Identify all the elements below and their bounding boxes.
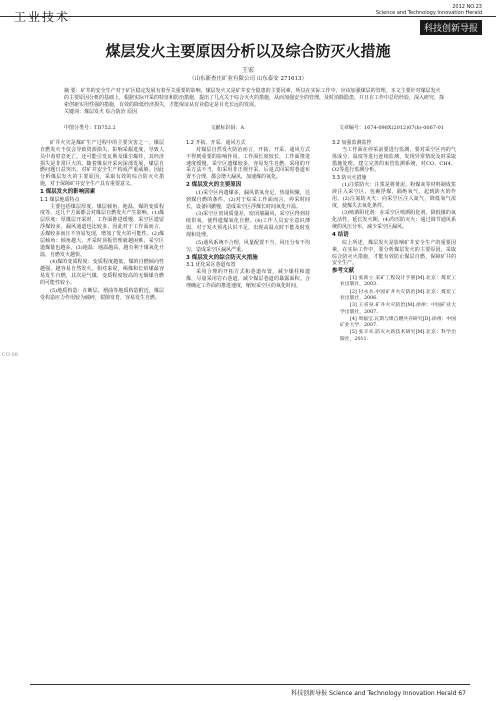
magazine-english-name: Science and Technology Innovation Herald <box>375 10 482 16</box>
body-paragraph: (3)采空区密闭质量差，密闭墙漏风，采空区得到持续供氧，使得遗煤氧化自燃。(4)工作人员安全意识薄弱，对于发火预兆认识不足，出现高温点时不能及时发现和处理。 <box>186 211 310 238</box>
clc-number: 中图分类号：TD752.2 <box>64 125 116 131</box>
column-2 <box>186 140 310 291</box>
footer-rule <box>30 684 470 685</box>
reference-item: [3] 王省身.矿井火灾防治[M].徐州：中国矿业大学出版社，2007. <box>340 303 456 315</box>
body-paragraph: (3)喷洒阻化剂：在采空区喷洒阻化剂，降低煤的氧化活性，延长发火期。(4)均压防灭火：通过调节通风系统的风压分布，减少采空区漏风。 <box>332 210 456 231</box>
body-paragraph: 采用合理的开拓方式和巷道布置，减少煤柱和遗煤，尽量采用岩石巷道，减少煤层巷道的暴露面积。合理确定工作面的推进速度，缩短采空区的氧化时间。 <box>186 269 310 289</box>
document-code: 文献标识码：A <box>210 125 245 131</box>
body-paragraph: 综上所述，煤层发火是影响矿井安全生产的重要因素。在实际工作中，要分析煤层发火的主要原因，采取综合防灭火措施，才能有效防止煤层自燃，保障矿井的安全生产。 <box>332 239 456 267</box>
abstract-block <box>64 88 444 116</box>
references-heading: 参考文献 <box>332 268 355 275</box>
issue-number: 2012 NO.23 <box>452 4 482 10</box>
body-paragraph: (5)地质构造：在断层、褶曲等地质构造附近，煤层受构造应力作用较为破碎，裂隙发育，容易发生自燃。 <box>40 287 164 301</box>
reference-item: [5] 张辛亥.防灭火新技术研究[M].北京：科学出版社，2011. <box>340 330 456 342</box>
article-title: 煤层发火主要原因分析以及综合防灭火措施 <box>105 42 391 60</box>
body-paragraph: 主要包括煤层厚度、煤层倾角、地温、煤的变质程度等。这几个方面都会对煤层自燃发火产生影响。(1)煤层厚度：厚煤层开采时，工作面推进缓慢，采空区遗留浮煤较多，漏风通道也比较多，因此对于工作面而言，丢煤较多而且不容易发现，增加了发火的可能性。(2)煤层倾角：倾角越大，开采时顶板管理就越困难，采空区遗煤量也越多。(3)地温：地温越高，越有利于煤氧化升温，自燃发火越快。 <box>40 203 164 258</box>
body-paragraph: (4)煤的变质程度：变质程度越低，煤的自燃倾向性越强，越容易自然发火。相对来说，褐煤和长焰煤最容易发生自燃，其次是气煤，变质程度较高的无烟煤自燃的可能性较小。 <box>40 259 164 286</box>
body-paragraph: (1)注浆防火：注浆是将黄泥、粉煤灰等材料制成浆液注入采空区，包裹浮煤，隔绝氧气，起到防火的作用。(2)注氮防灭火：向采空区注入氮气，降低氧气浓度，使煤失去氧化条件。 <box>332 182 456 209</box>
body-paragraph: (1)采空区内遗煤多，漏风供氧充足，热量积聚，达到煤自燃的条件。(2)对于综采工作面而言，停采时间长，设备回撤慢，造成采空区浮煤长时间氧化升温。 <box>186 189 310 210</box>
magazine-logo: 科技创新导报 <box>420 20 482 35</box>
page-footer: 科技创新导报 Science and Technology Innovation Herald 67 <box>291 690 466 697</box>
section-label: 工业技术 <box>14 10 71 24</box>
subsection-heading: 1.1 煤层地质特点 <box>40 196 80 203</box>
side-mark: CO 08 <box>2 352 18 358</box>
body-paragraph: (5)通风系统不合理，风量配置不当，风压分布不均匀，造成采空区漏风严重。 <box>186 239 310 253</box>
intro-paragraph: 矿井火灾是煤矿生产过程中的主要灾害之一。煤层自燃发火不仅会导致资源损失，影响采掘进度，导致人员中毒窒息死亡，还可能引发瓦斯及煤尘爆炸，其经济损失是非常巨大的。随着煤炭开采向深部发展，煤层自燃问题日益突出，对矿井安全生产构成严重威胁。因此分析煤层发火的主要原因，采取有效的综合防灭火措施，对于保障矿井安全生产具有重要意义。 <box>40 140 164 188</box>
column-1 <box>40 140 164 302</box>
reference-item: [2] 付永水.中国矿井火灾防治[M].北京：煤炭工业出版社，2006. <box>340 289 456 301</box>
abstract: 摘 要：矿井的安全生产对于矿区稳定发展有着至关重要的影响，煤层发火又是矿井安全隐患的主要因素，所以在实际工作中，应该加强煤层的管理。本文主要针对煤层发火的主要原因分析的基础上，根据实际开采的特征和防治措施，提出了几点关于综合灭火的措施，从而加强安全的管理，及时消除隐患，并且在工作中总结经验，深入研究，探索创新实用性强的措施，有效的降低经济损失，才能保证从有业稳定是目光长远的发展。 <box>64 88 445 108</box>
subsection-heading: 3.2 加强监测监控 <box>332 140 372 146</box>
section-heading: 4 结语 <box>332 231 349 238</box>
masthead <box>376 4 482 35</box>
keywords: 关键词：煤层发火 综合防治 原因 <box>64 109 138 115</box>
article-number: 文章编号：1674-098X(2012)07(b)-0067-01 <box>338 125 444 131</box>
body-paragraph: 当工作面在停采前要进行监测，要对采空区内的气体成分、温度等进行连续监测，发现异常情况及时采取措施处理。建立完善的束管监测系统，对CO、CH4、O2等进行监测分析。 <box>332 146 456 174</box>
author: 王宏 <box>241 67 254 74</box>
reference-item: [4] 周福宝.瓦斯与煤自燃共存研究[D].徐州：中国矿业大学，2007. <box>340 316 456 329</box>
subsection-heading: 1.2 开拓、开采、通风方式 <box>186 140 246 146</box>
column-3 <box>332 140 456 344</box>
body-paragraph: 对煤层自然发火防治而言，开拓、开采、通风方式不得到重要的影响作用。工作面长度较长，工作面推进速度缓慢，采空区遗煤较多，容易发生自燃。采用的开采方法不当，如采用非正规开采、后退式回采时巷道布置不合理，都会增大漏风，加速煤的氧化。 <box>186 146 310 181</box>
section-heading: 1 煤层发火的影响因素 <box>40 188 96 195</box>
section-heading: 2 煤层发火的主要原因 <box>186 182 242 189</box>
affiliation: （山东新查庄矿业有限公司 山东泰安 271613） <box>189 76 307 82</box>
section-heading: 3 煤层发火的综合防灭火措施 <box>186 254 258 261</box>
subsection-heading: 3.3 防灭火措施 <box>332 175 367 182</box>
classification-line <box>64 124 444 131</box>
subsection-heading: 3.1 优化采区巷道布置 <box>186 262 236 269</box>
reference-item: [1] 张新立.采矿工程设计手册[M].北京：煤炭工业出版社，2003. <box>340 276 456 288</box>
